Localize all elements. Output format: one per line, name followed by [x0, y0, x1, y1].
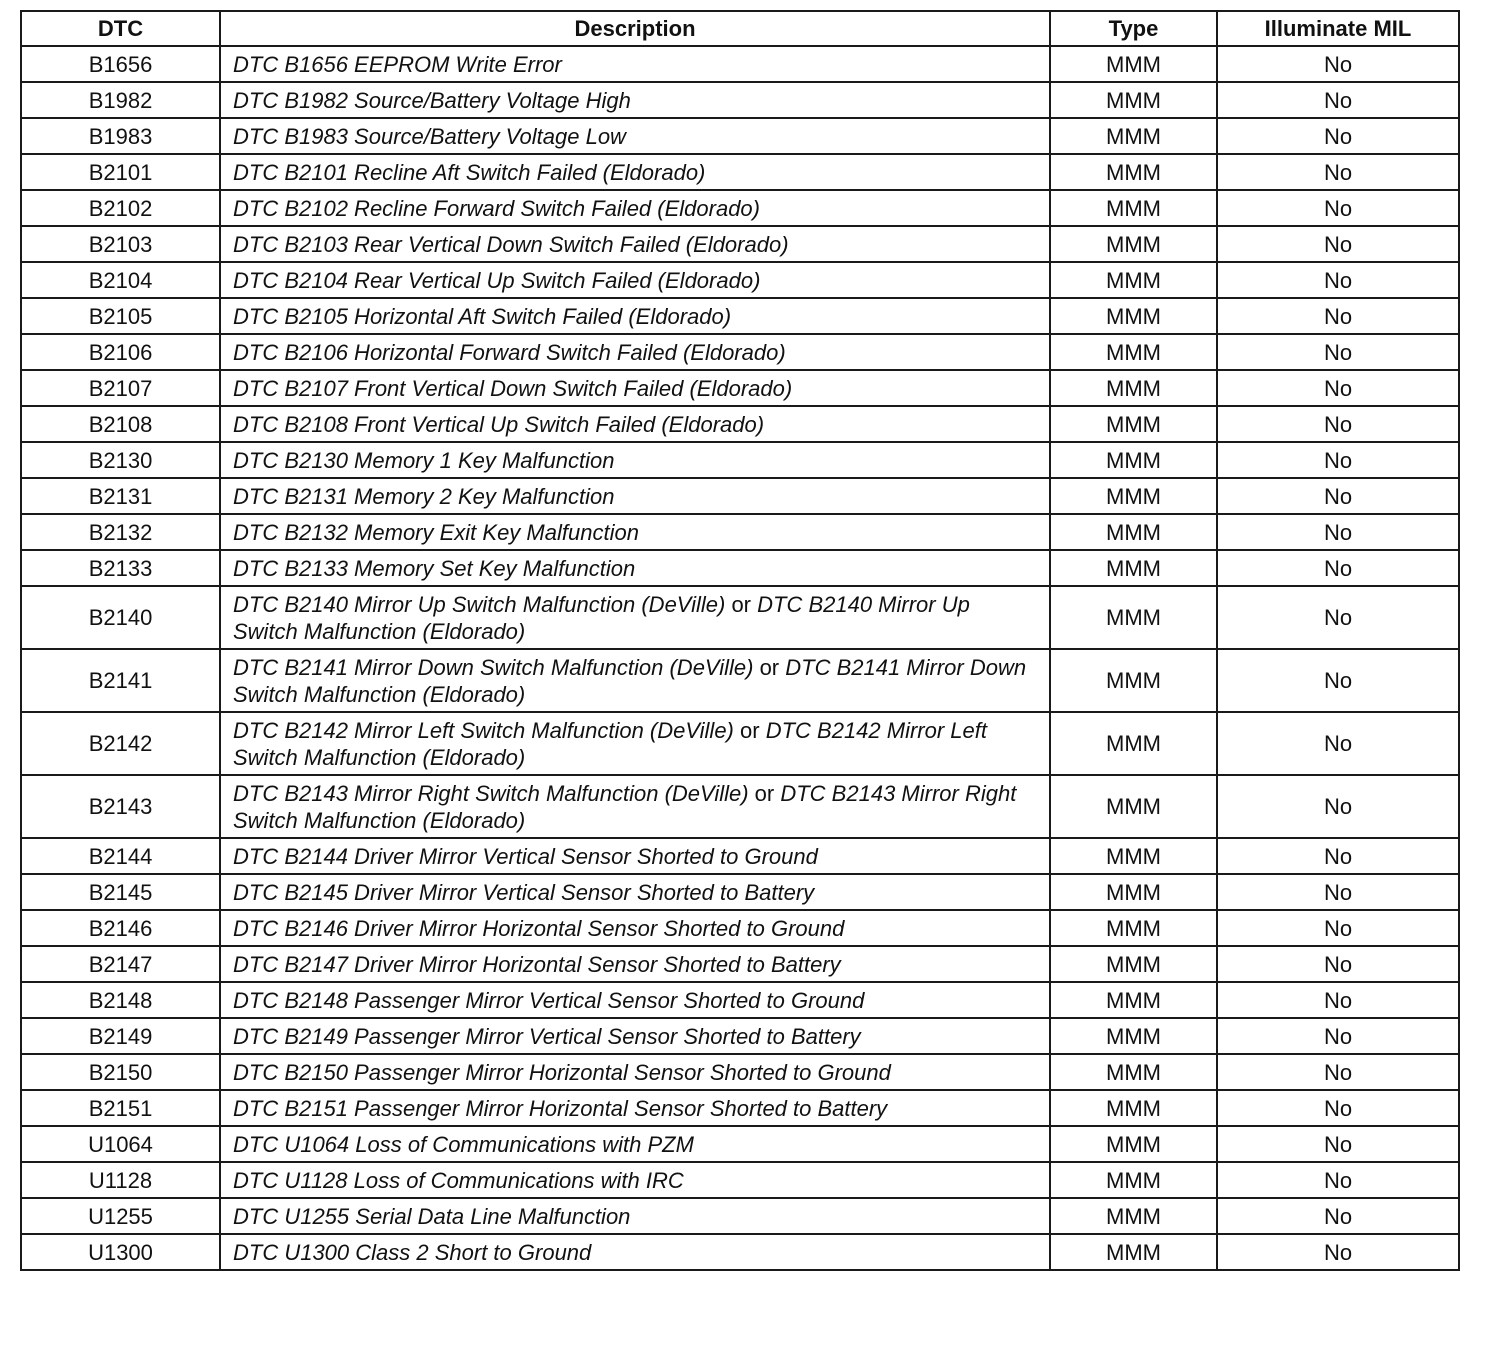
dtc-description: DTC B2148 Passenger Mirror Vertical Sensor Shorted to Ground: [220, 982, 1050, 1018]
dtc-type: MMM: [1050, 649, 1217, 712]
dtc-code: B2102: [21, 190, 220, 226]
dtc-type: MMM: [1050, 838, 1217, 874]
description-or: or: [731, 591, 751, 617]
header-type: Type: [1050, 11, 1217, 46]
table-row: [21, 154, 1459, 190]
dtc-description: DTC B1656 EEPROM Write Error: [220, 46, 1050, 82]
dtc-description: DTC B2131 Memory 2 Key Malfunction: [220, 478, 1050, 514]
dtc-code: B2101: [21, 154, 220, 190]
table-row: [21, 442, 1459, 478]
illuminate-mil-value: No: [1217, 298, 1459, 334]
dtc-type: MMM: [1050, 478, 1217, 514]
description-or: or: [754, 780, 775, 806]
description-part-a: DTC B2141 Mirror Down Switch Malfunction (DeVille): [233, 654, 754, 680]
dtc-description: DTC B1983 Source/Battery Voltage Low: [220, 118, 1050, 154]
dtc-type: MMM: [1050, 1018, 1217, 1054]
dtc-code: B2108: [21, 406, 220, 442]
dtc-description: DTC B2144 Driver Mirror Vertical Sensor Shorted to Ground: [220, 838, 1050, 874]
dtc-type: MMM: [1050, 1234, 1217, 1270]
description-part-b: DTC B2140 Mirror Up Switch Malfunction (Eldorado): [233, 591, 970, 644]
table-row: [21, 226, 1459, 262]
illuminate-mil-value: No: [1217, 442, 1459, 478]
description-or: or: [740, 717, 760, 743]
illuminate-mil-value: No: [1217, 82, 1459, 118]
dtc-code: U1255: [21, 1198, 220, 1234]
dtc-type: MMM: [1050, 1126, 1217, 1162]
dtc-code: B1982: [21, 82, 220, 118]
dtc-description: DTC B2130 Memory 1 Key Malfunction: [220, 442, 1050, 478]
description-part-b: DTC B2141 Mirror Down Switch Malfunction (Eldorado): [233, 654, 1027, 707]
table-body: [21, 46, 1459, 1270]
dtc-type: MMM: [1050, 370, 1217, 406]
dtc-description: DTC B2106 Horizontal Forward Switch Failed (Eldorado): [220, 334, 1050, 370]
table-row: [21, 478, 1459, 514]
dtc-description: DTC B2103 Rear Vertical Down Switch Failed (Eldorado): [220, 226, 1050, 262]
dtc-description: DTC B2105 Horizontal Aft Switch Failed (Eldorado): [220, 298, 1050, 334]
dtc-code: B2141: [21, 649, 220, 712]
dtc-type: MMM: [1050, 946, 1217, 982]
dtc-type: MMM: [1050, 550, 1217, 586]
illuminate-mil-value: No: [1217, 154, 1459, 190]
dtc-type: MMM: [1050, 1162, 1217, 1198]
dtc-type: MMM: [1050, 1198, 1217, 1234]
table-row: [21, 1198, 1459, 1234]
illuminate-mil-value: No: [1217, 550, 1459, 586]
illuminate-mil-value: No: [1217, 1234, 1459, 1270]
table-row: [21, 712, 1459, 775]
dtc-code: U1128: [21, 1162, 220, 1198]
dtc-type: MMM: [1050, 586, 1217, 649]
description-part-b: DTC B2142 Mirror Left Switch Malfunction (Eldorado): [233, 717, 987, 770]
dtc-description: DTC B2107 Front Vertical Down Switch Failed (Eldorado): [220, 370, 1050, 406]
illuminate-mil-value: No: [1217, 190, 1459, 226]
dtc-type: MMM: [1050, 46, 1217, 82]
dtc-type: MMM: [1050, 1090, 1217, 1126]
dtc-description: DTC B2145 Driver Mirror Vertical Sensor Shorted to Battery: [220, 874, 1050, 910]
table-row: [21, 910, 1459, 946]
dtc-code: B2149: [21, 1018, 220, 1054]
dtc-code: B2140: [21, 586, 220, 649]
dtc-code: B2107: [21, 370, 220, 406]
dtc-description: DTC U1128 Loss of Communications with IRC: [220, 1162, 1050, 1198]
table-row: [21, 649, 1459, 712]
table-row: [21, 46, 1459, 82]
dtc-description: DTC B2147 Driver Mirror Horizontal Sensor Shorted to Battery: [220, 946, 1050, 982]
dtc-code: B2143: [21, 775, 220, 838]
table-row: [21, 190, 1459, 226]
dtc-description: DTC U1255 Serial Data Line Malfunction: [220, 1198, 1050, 1234]
dtc-code: B2104: [21, 262, 220, 298]
description-part-b: DTC B2143 Mirror Right Switch Malfunction (Eldorado): [233, 780, 1017, 833]
dtc-code: B2105: [21, 298, 220, 334]
illuminate-mil-value: No: [1217, 334, 1459, 370]
header-illuminate-mil: Illuminate MIL: [1217, 11, 1459, 46]
dtc-description: [220, 586, 1050, 649]
description-part-a: DTC B2140 Mirror Up Switch Malfunction (DeVille): [233, 591, 726, 617]
dtc-type: MMM: [1050, 910, 1217, 946]
dtc-description: [220, 775, 1050, 838]
table-row: [21, 838, 1459, 874]
illuminate-mil-value: No: [1217, 982, 1459, 1018]
dtc-description: DTC B2104 Rear Vertical Up Switch Failed (Eldorado): [220, 262, 1050, 298]
dtc-type: MMM: [1050, 154, 1217, 190]
dtc-description: DTC U1300 Class 2 Short to Ground: [220, 1234, 1050, 1270]
illuminate-mil-value: No: [1217, 874, 1459, 910]
table-row: [21, 370, 1459, 406]
table-row: [21, 982, 1459, 1018]
header-description: Description: [220, 11, 1050, 46]
dtc-code: U1300: [21, 1234, 220, 1270]
table-row: [21, 775, 1459, 838]
dtc-type: MMM: [1050, 775, 1217, 838]
dtc-code: B2131: [21, 478, 220, 514]
dtc-description: DTC B2132 Memory Exit Key Malfunction: [220, 514, 1050, 550]
dtc-type: MMM: [1050, 226, 1217, 262]
dtc-type: MMM: [1050, 82, 1217, 118]
dtc-type: MMM: [1050, 442, 1217, 478]
dtc-code: B2103: [21, 226, 220, 262]
table-row: [21, 1090, 1459, 1126]
table-row: [21, 1162, 1459, 1198]
illuminate-mil-value: No: [1217, 910, 1459, 946]
illuminate-mil-value: No: [1217, 1162, 1459, 1198]
dtc-type: MMM: [1050, 712, 1217, 775]
dtc-description: DTC B2146 Driver Mirror Horizontal Sensor Shorted to Ground: [220, 910, 1050, 946]
illuminate-mil-value: No: [1217, 1126, 1459, 1162]
dtc-code: B1656: [21, 46, 220, 82]
illuminate-mil-value: No: [1217, 946, 1459, 982]
dtc-description: DTC B2150 Passenger Mirror Horizontal Sensor Shorted to Ground: [220, 1054, 1050, 1090]
table-row: [21, 514, 1459, 550]
illuminate-mil-value: No: [1217, 1198, 1459, 1234]
table-row: [21, 1018, 1459, 1054]
illuminate-mil-value: No: [1217, 1054, 1459, 1090]
illuminate-mil-value: No: [1217, 478, 1459, 514]
dtc-description: DTC B2102 Recline Forward Switch Failed (Eldorado): [220, 190, 1050, 226]
dtc-code: U1064: [21, 1126, 220, 1162]
dtc-table: [20, 10, 1460, 1271]
table-row: [21, 262, 1459, 298]
dtc-code: B2146: [21, 910, 220, 946]
dtc-description: DTC U1064 Loss of Communications with PZM: [220, 1126, 1050, 1162]
dtc-type: MMM: [1050, 982, 1217, 1018]
dtc-code: B2147: [21, 946, 220, 982]
illuminate-mil-value: No: [1217, 46, 1459, 82]
illuminate-mil-value: No: [1217, 838, 1459, 874]
table-row: [21, 118, 1459, 154]
dtc-code: B2144: [21, 838, 220, 874]
dtc-description: DTC B2133 Memory Set Key Malfunction: [220, 550, 1050, 586]
dtc-type: MMM: [1050, 406, 1217, 442]
illuminate-mil-value: No: [1217, 1090, 1459, 1126]
dtc-code: B2148: [21, 982, 220, 1018]
dtc-type: MMM: [1050, 190, 1217, 226]
description-part-a: DTC B2143 Mirror Right Switch Malfunction (DeVille): [233, 780, 749, 806]
table-row: [21, 406, 1459, 442]
illuminate-mil-value: No: [1217, 775, 1459, 838]
dtc-code: B2142: [21, 712, 220, 775]
dtc-type: MMM: [1050, 874, 1217, 910]
illuminate-mil-value: No: [1217, 649, 1459, 712]
table-row: [21, 334, 1459, 370]
illuminate-mil-value: No: [1217, 262, 1459, 298]
dtc-description: DTC B2151 Passenger Mirror Horizontal Sensor Shorted to Battery: [220, 1090, 1050, 1126]
illuminate-mil-value: No: [1217, 712, 1459, 775]
table-row: [21, 298, 1459, 334]
table-row: [21, 946, 1459, 982]
dtc-code: B2150: [21, 1054, 220, 1090]
illuminate-mil-value: No: [1217, 1018, 1459, 1054]
dtc-type: MMM: [1050, 118, 1217, 154]
table-row: [21, 1234, 1459, 1270]
dtc-description: DTC B2101 Recline Aft Switch Failed (Eldorado): [220, 154, 1050, 190]
dtc-description: DTC B1982 Source/Battery Voltage High: [220, 82, 1050, 118]
table-row: [21, 82, 1459, 118]
dtc-code: B2132: [21, 514, 220, 550]
illuminate-mil-value: No: [1217, 406, 1459, 442]
dtc-type: MMM: [1050, 262, 1217, 298]
dtc-description: [220, 649, 1050, 712]
table-row: [21, 586, 1459, 649]
header-dtc: DTC: [21, 11, 220, 46]
illuminate-mil-value: No: [1217, 514, 1459, 550]
dtc-description: DTC B2108 Front Vertical Up Switch Failed (Eldorado): [220, 406, 1050, 442]
dtc-type: MMM: [1050, 514, 1217, 550]
description-part-a: DTC B2142 Mirror Left Switch Malfunction (DeVille): [233, 717, 734, 743]
description-or: or: [759, 654, 780, 680]
table-row: [21, 550, 1459, 586]
illuminate-mil-value: No: [1217, 226, 1459, 262]
dtc-type: MMM: [1050, 298, 1217, 334]
dtc-type: MMM: [1050, 334, 1217, 370]
dtc-code: B2151: [21, 1090, 220, 1126]
dtc-code: B2145: [21, 874, 220, 910]
dtc-code: B2130: [21, 442, 220, 478]
table-row: [21, 1126, 1459, 1162]
dtc-code: B1983: [21, 118, 220, 154]
dtc-code: B2106: [21, 334, 220, 370]
illuminate-mil-value: No: [1217, 586, 1459, 649]
illuminate-mil-value: No: [1217, 370, 1459, 406]
table-row: [21, 1054, 1459, 1090]
dtc-type: MMM: [1050, 1054, 1217, 1090]
dtc-description: [220, 712, 1050, 775]
dtc-description: DTC B2149 Passenger Mirror Vertical Sensor Shorted to Battery: [220, 1018, 1050, 1054]
illuminate-mil-value: No: [1217, 118, 1459, 154]
header-row: [21, 11, 1459, 46]
dtc-code: B2133: [21, 550, 220, 586]
table-row: [21, 874, 1459, 910]
